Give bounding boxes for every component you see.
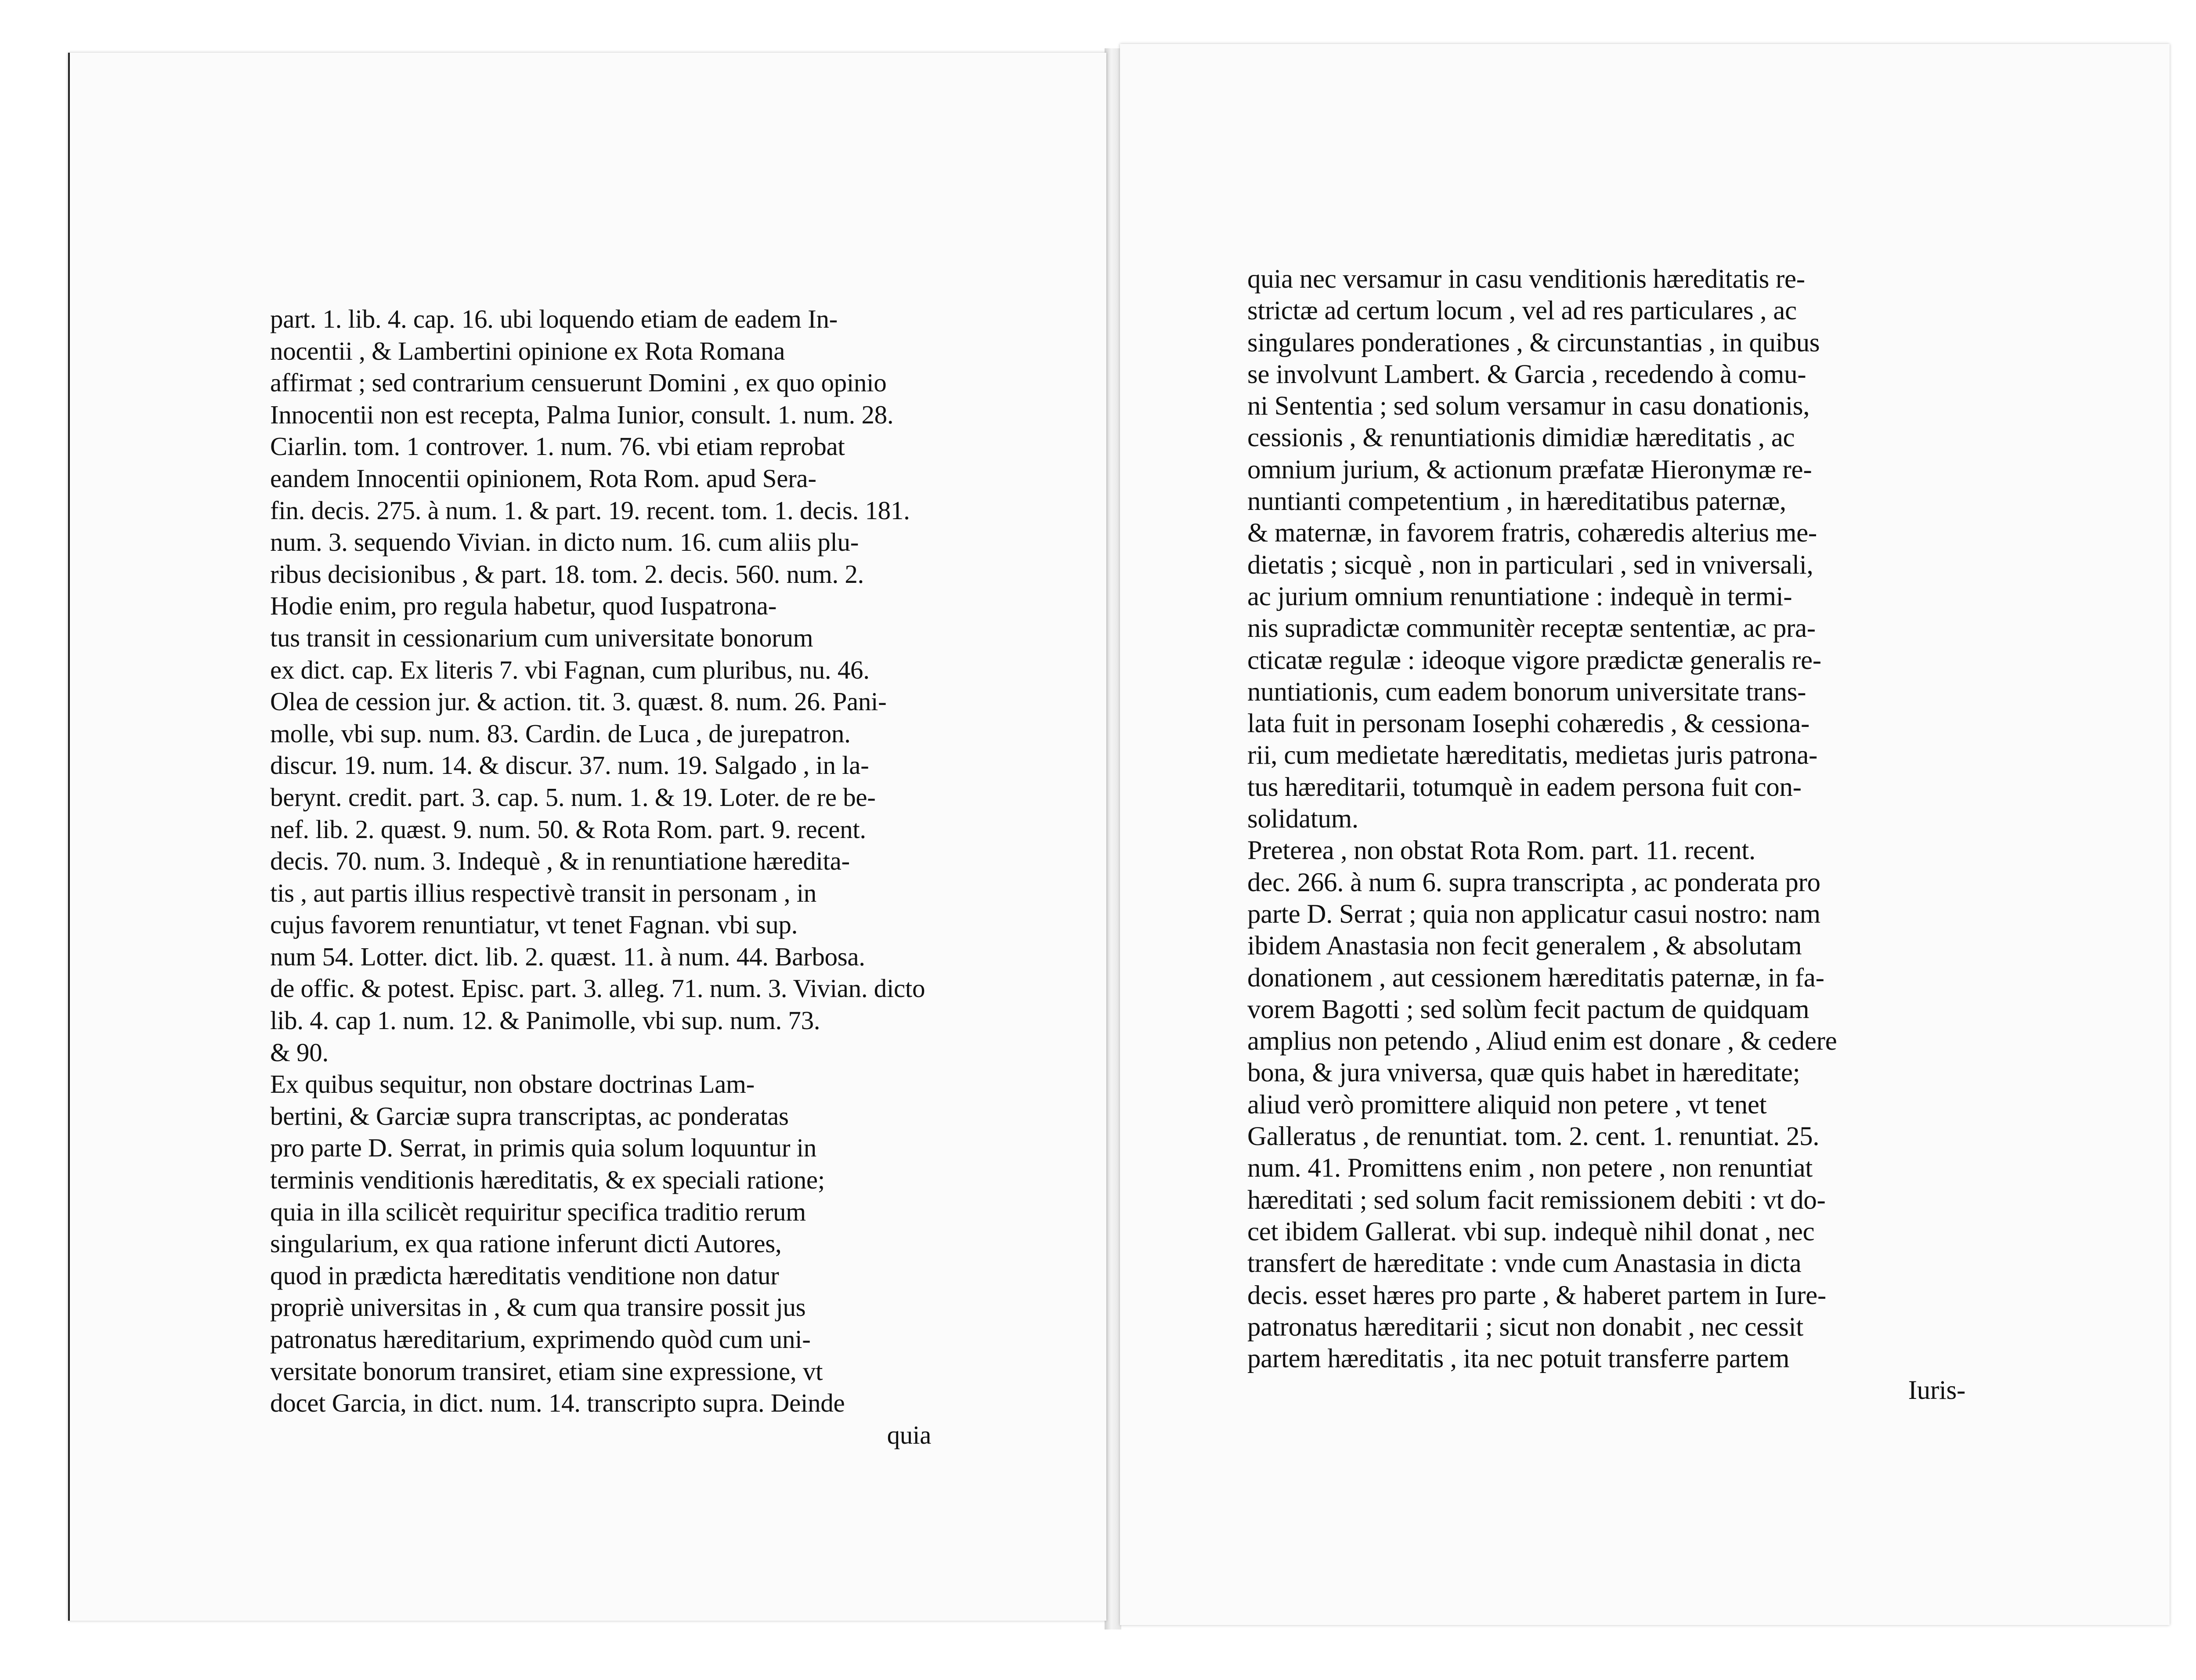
text-line: propriè universitas in , & cum qua transire possit jus [270, 1293, 806, 1322]
text-line: parte D. Serrat ; quia non applicatur casui nostro: nam [1247, 899, 1820, 929]
text-line: quia nec versamur in casu venditionis hæreditatis re- [1247, 264, 1805, 294]
text-line: versitate bonorum transiret, etiam sine expressione, vt [270, 1356, 823, 1386]
text-line: num. 3. sequendo Vivian. in dicto num. 16. cum aliis plu- [270, 527, 859, 557]
text-line: affirmat ; sed contrarium censuerunt Domini , ex quo opinio [270, 368, 887, 397]
text-line: decis. 70. num. 3. Indequè , & in renuntiatione hæredita- [270, 846, 850, 876]
catchword: quia [887, 1420, 931, 1449]
text-line: vorem Bagotti ; sed solùm fecit pactum de quidquam [1247, 994, 1810, 1024]
text-line: eandem Innocentii opinionem, Rota Rom. apud Sera- [270, 463, 816, 493]
text-line: cet ibidem Gallerat. vbi sup. indequè nihil donat , nec [1247, 1217, 1815, 1246]
text-line: aliud verò promittere aliquid non petere , vt tenet [1247, 1090, 1767, 1120]
text-line: cujus favorem renuntiatur, vt tenet Fagnan. vbi sup. [270, 910, 798, 939]
left-page-text [270, 303, 931, 1451]
text-line: ac jurium omnium renuntiatione : indequè in termi- [1247, 582, 1792, 611]
text-line: discur. 19. num. 14. & discur. 37. num. 19. Salgado , in la- [270, 751, 869, 780]
text-line: ex dict. cap. Ex literis 7. vbi Fagnan, cum pluribus, nu. 46. [270, 655, 870, 684]
text-line: patronatus hæreditarium, exprimendo quòd cum uni- [270, 1325, 811, 1354]
text-line: num. 41. Promittens enim , non petere , non renuntiat [1247, 1153, 1813, 1183]
text-line: decis. esset hæres pro parte , & haberet partem in Iure- [1247, 1280, 1826, 1310]
text-line: bona, & jura vniversa, quæ quis habet in hæreditate; [1247, 1058, 1800, 1088]
text-line: dec. 266. à num 6. supra transcripta , ac ponderata pro [1247, 867, 1820, 897]
text-line: lata fuit in personam Iosephi cohæredis , & cessiona- [1247, 709, 1810, 739]
text-line: tis , aut partis illius respectivè transit in personam , in [270, 878, 817, 907]
text-line: amplius non petendo , Aliud enim est donare , & cedere [1247, 1026, 1837, 1056]
text-line: nuntianti competentium , in hæreditatibus paternæ, [1247, 487, 1786, 517]
text-line: berynt. credit. part. 3. cap. 5. num. 1. & 19. Loter. de re be- [270, 782, 876, 812]
text-line: hæreditati ; sed solum facit remissionem debiti : vt do- [1247, 1185, 1826, 1215]
text-line: strictæ ad certum locum , vel ad res particulares , ac [1247, 296, 1797, 326]
text-line: transfert de hæreditate : vnde cum Anastasia in dicta [1247, 1249, 1802, 1279]
text-line: se involvunt Lambert. & Garcia , recedendo à comu- [1247, 359, 1806, 389]
text-line: cticatæ regulæ : ideoque vigore prædictæ generalis re- [1247, 645, 1821, 675]
text-line: nef. lib. 2. quæst. 9. num. 50. & Rota Rom. part. 9. recent. [270, 814, 866, 844]
text-line: quod in prædicta hæreditatis venditione non datur [270, 1261, 779, 1290]
text-line: donationem , aut cessionem hæreditatis paternæ, in fa- [1247, 963, 1824, 993]
text-line: Galleratus , de renuntiat. tom. 2. cent. 1. renuntiat. 25. [1247, 1122, 1820, 1152]
text-line: lib. 4. cap 1. num. 12. & Panimolle, vbi sup. num. 73. [270, 1006, 820, 1035]
text-line: solidatum. [1247, 804, 1358, 834]
text-line: singularium, ex qua ratione inferunt dicti Autores, [270, 1229, 782, 1258]
text-line: ni Sententia ; sed solum versamur in casu donationis, [1247, 391, 1810, 421]
text-line: Hodie enim, pro regula habetur, quod Iuspatrona- [270, 591, 777, 621]
catchword: Iuris- [1908, 1376, 1965, 1405]
text-line: Olea de cession jur. & action. tit. 3. quæst. 8. num. 26. Pani- [270, 687, 887, 716]
text-line: terminis venditionis hæreditatis, & ex speciali ratione; [270, 1165, 825, 1195]
text-line: singulares ponderationes , & circunstantias , in quibus [1247, 328, 1820, 358]
text-line: part. 1. lib. 4. cap. 16. ubi loquendo etiam de eadem In- [270, 304, 838, 333]
text-line: tus transit in cessionarium cum universitate bonorum [270, 623, 813, 652]
text-line: omnium jurium, & actionum præfatæ Hieronymæ re- [1247, 455, 1812, 484]
text-line: nuntiationis, cum eadem bonorum universitate trans- [1247, 677, 1806, 707]
text-line: bertini, & Garciæ supra transcriptas, ac ponderatas [270, 1101, 789, 1131]
text-line: patronatus hæreditarii ; sicut non donabit , nec cessit [1247, 1312, 1803, 1342]
text-line: dietatis ; sicquè , non in particulari , sed in vniversali, [1247, 550, 1813, 580]
text-line: partem hæreditatis , ita nec potuit transferre partem [1247, 1344, 1790, 1374]
text-line: ribus decisionibus , & part. 18. tom. 2. decis. 560. num. 2. [270, 559, 864, 589]
text-line: ibidem Anastasia non fecit generalem , & absolutam [1247, 931, 1802, 961]
text-line: Innocentii non est recepta, Palma Iunior, consult. 1. num. 28. [270, 400, 894, 429]
text-line: molle, vbi sup. num. 83. Cardin. de Luca , de jurepatron. [270, 719, 851, 748]
text-line: Preterea , non obstat Rota Rom. part. 11. recent. [1247, 836, 1755, 866]
text-line: fin. decis. 275. à num. 1. & part. 19. recent. tom. 1. decis. 181. [270, 495, 910, 525]
text-line: & 90. [270, 1037, 329, 1067]
book-spine [1105, 48, 1121, 1629]
text-line: rii, cum medietate hæreditatis, medietas juris patrona- [1247, 741, 1817, 770]
text-line: Ciarlin. tom. 1 controver. 1. num. 76. vbi etiam reprobat [270, 432, 845, 461]
text-line: pro parte D. Serrat, in primis quia solum loquuntur in [270, 1133, 816, 1163]
text-line: nis supradictæ communitèr receptæ sententiæ, ac pra- [1247, 614, 1816, 643]
text-line: num 54. Lotter. dict. lib. 2. quæst. 11. à num. 44. Barbosa. [270, 942, 865, 971]
text-line: & maternæ, in favorem fratris, cohæredis alterius me- [1247, 518, 1817, 548]
text-line: docet Garcia, in dict. num. 14. transcripto supra. Deinde [270, 1388, 845, 1418]
right-page-text [1247, 264, 1965, 1407]
text-line: cessionis , & renuntiationis dimidiæ hæreditatis , ac [1247, 423, 1795, 453]
text-line: tus hæreditarii, totumquè in eadem persona fuit con- [1247, 772, 1802, 802]
text-line: Ex quibus sequitur, non obstare doctrinas Lam- [270, 1069, 755, 1099]
text-line: nocentii , & Lambertini opinione ex Rota Romana [270, 336, 785, 365]
text-line: de offic. & potest. Episc. part. 3. alleg. 71. num. 3. Vivian. dicto [270, 974, 925, 1003]
text-line: quia in illa scilicèt requiritur specifica traditio rerum [270, 1197, 806, 1226]
